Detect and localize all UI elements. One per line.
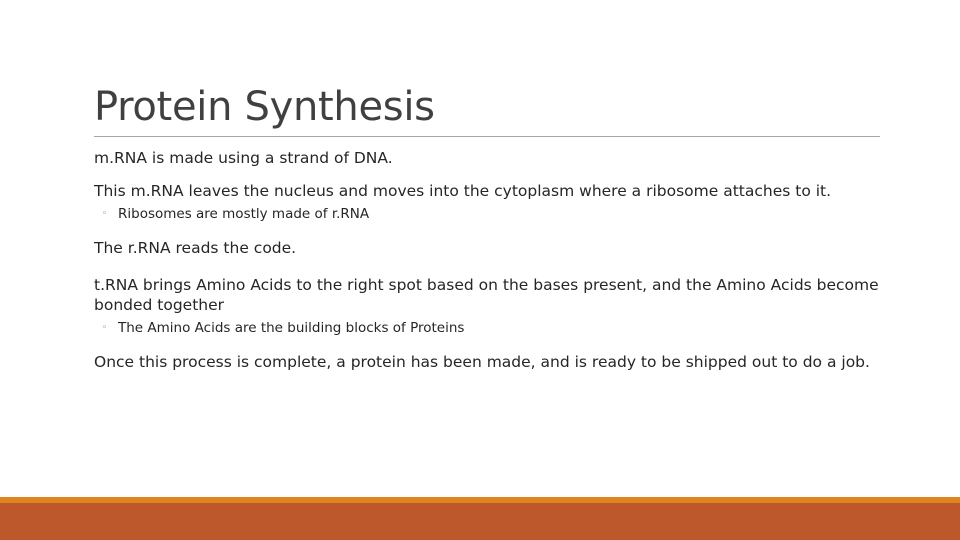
bullet-text: Once this process is complete, a protein has been made, and is ready to be shipped out to do a job. [94,353,870,371]
sub-bullet-text: Ribosomes are mostly made of r.RNA [118,206,370,222]
bullet-text: m.RNA is made using a strand of DNA. [94,149,393,167]
bullet-text: t.RNA brings Amino Acids to the right spot based on the bases present, and the Amino Acids become bonded together [94,276,879,314]
list-item [94,148,884,168]
title-divider [94,136,880,137]
body-content [94,148,884,372]
bullet-text: The r.RNA reads the code. [94,239,297,257]
sub-bullet [102,319,884,337]
sub-bullet-text: The Amino Acids are the building blocks of Proteins [118,320,465,336]
circle-bullet-icon: ◦ [102,209,108,219]
sub-bullet [102,205,884,223]
list-item [94,352,884,372]
list-item [94,238,884,258]
bullet-text: This m.RNA leaves the nucleus and moves into the cytoplasm where a ribosome attaches to it. [94,182,832,200]
circle-bullet-icon: ◦ [102,323,108,333]
slide-title: Protein Synthesis [94,84,435,130]
footer-band [0,503,960,540]
list-item [94,181,884,223]
list-item [94,275,884,337]
